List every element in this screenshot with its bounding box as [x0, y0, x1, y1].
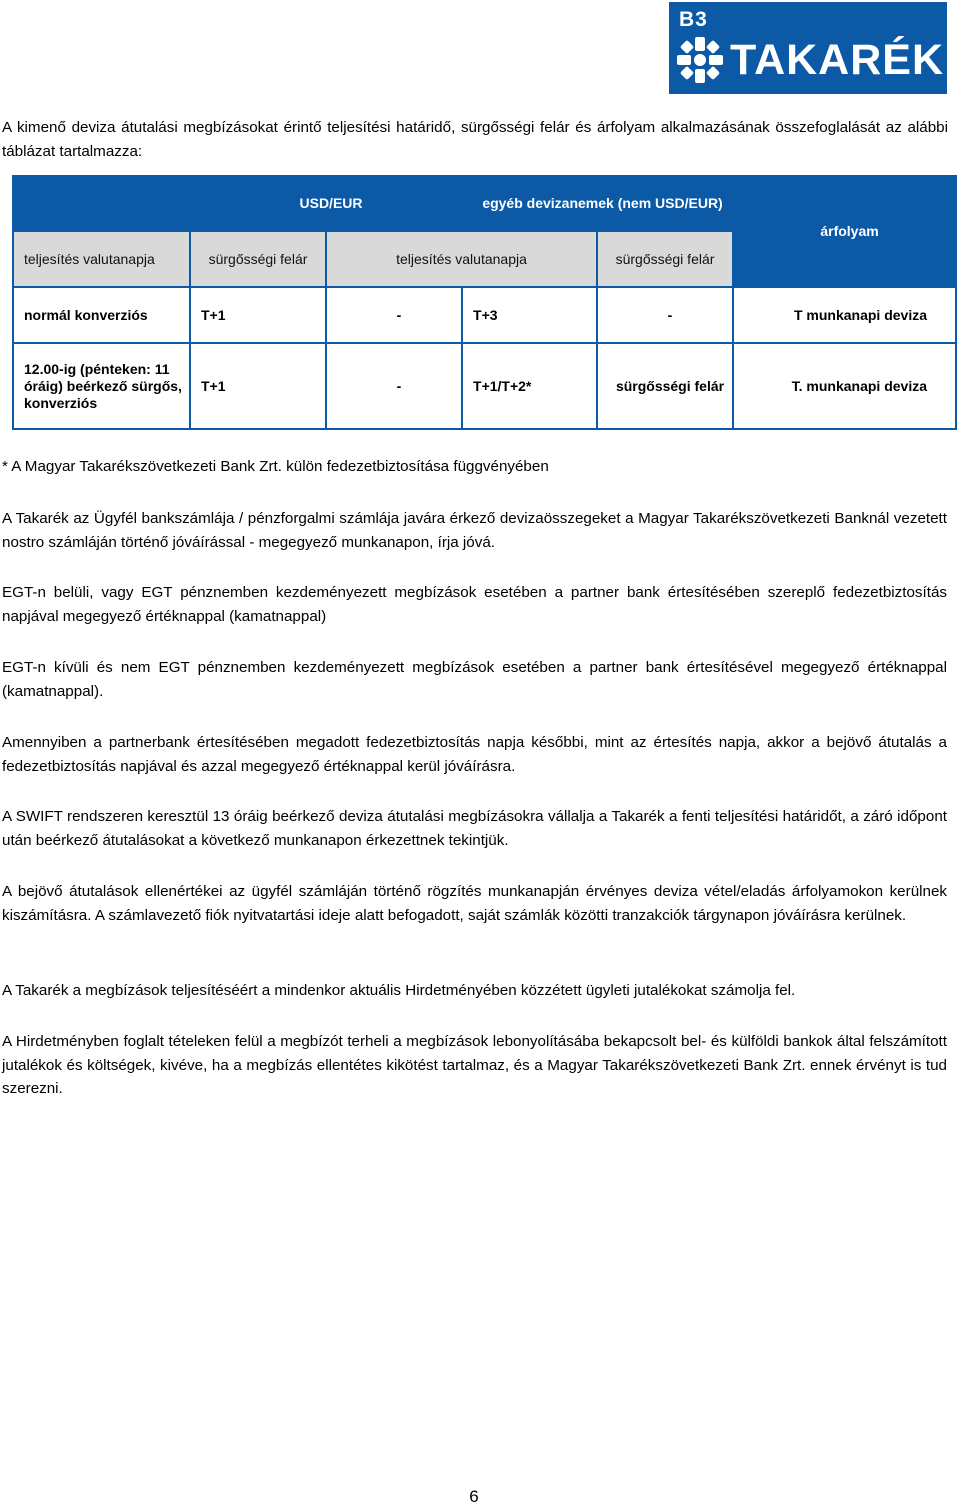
- header-exchange-rate: árfolyam: [733, 176, 956, 287]
- paragraph: A Hirdetményben foglalt tételeken felül a megbízót terheli a megbízások lebonyolításába bekapcsolt bel- és külföldi bankok által felszámított jutalékok és költségek, kivéve, ha a megbízás ellentétes kikötést tartalmaz, és a Magyar Takarékszövetkezeti Bank Zrt. ennek érvényt is tud szerezni.: [2, 1033, 947, 1097]
- row-cell: T. munkanapi deviza: [733, 343, 956, 429]
- row-cell: T+1: [190, 343, 326, 429]
- table-row: [13, 343, 956, 429]
- header-blank-cell: [13, 176, 190, 231]
- paragraph: EGT-n kívüli és nem EGT pénznemben kezdeményezett megbízások esetében a partner bank értesítésével megegyező értéknappal (kamatnappal).: [2, 659, 947, 700]
- subheader-value-date: teljesítés valutanapja: [13, 231, 190, 287]
- table-row: [13, 287, 956, 343]
- paragraph: EGT-n belüli, vagy EGT pénznemben kezdeményezett megbízások esetében a partner bank értesítésében szereplő fedezetbiztosítás napjával megegyező értéknappal (kamatnappal): [2, 584, 947, 625]
- row-cell: -: [326, 343, 462, 429]
- table-footnote: * A Magyar Takarékszövetkezeti Bank Zrt. külön fedezetbiztosítása függvényében: [2, 458, 549, 475]
- subheader-urgency-fee: sürgősségi felár: [190, 231, 326, 287]
- row-label: normál konverziós: [13, 287, 190, 343]
- row-cell: -: [326, 287, 462, 343]
- subheader-value-date-2: teljesítés valutanapja: [326, 231, 597, 287]
- paragraph: A Takarék a megbízások teljesítéséért a mindenkor aktuális Hirdetményében közzétett ügyleti jutalékokat számolja fel.: [2, 982, 796, 999]
- logo-b3-text: B3: [679, 8, 708, 31]
- row-cell: sürgősségi felár: [597, 343, 733, 429]
- header-usd-eur: USD/EUR: [190, 176, 462, 231]
- row-cell: T munkanapi deviza: [733, 287, 956, 343]
- row-cell: T+1: [190, 287, 326, 343]
- row-cell: T+1/T+2*: [462, 343, 597, 429]
- intro-text: A kimenő deviza átutalási megbízásokat érintő teljesítési határidő, sürgősségi felár és árfolyam alkalmazásának összefoglalását az alábbi táblázat tartalmazza:: [2, 119, 948, 160]
- row-cell: -: [597, 287, 733, 343]
- paragraph: A Takarék az Ügyfél bankszámlája / pénzforgalmi számlája javára érkező devizaösszegeket a Magyar Takarékszövetkezeti Banknál vezetett nostro számláján történő jóváírással - megegyező munkanapon, írja jóvá.: [2, 510, 947, 551]
- paragraph: A SWIFT rendszeren keresztül 13 óráig beérkező deviza átutalási megbízásokra vállalja a Takarék a fenti teljesítési határidőt, a záró időpont után beérkező átutalásokat a következő munkanapon érkezettnek tekintjük.: [2, 808, 947, 849]
- brand-logo: [669, 2, 947, 94]
- header-other-currencies: egyéb devizanemek (nem USD/EUR): [462, 176, 733, 231]
- row-label: 12.00-ig (pénteken: 11 óráig) beérkező sürgős, konverziós: [13, 343, 190, 429]
- paragraph: Amennyiben a partnerbank értesítésében megadott fedezetbiztosítás napja későbbi, mint az értesítés napja, akkor a bejövő átutalás a fedezetbiztosítás napjával és azzal megegyező értéknappal kerül jóváírásra.: [2, 734, 947, 775]
- paragraph: A bejövő átutalások ellenértékei az ügyfél számláján történő rögzítés munkanapján érvényes deviza vétel/eladás árfolyamokon kerülnek kiszámításra. A számlavezető fiók nyitvatartási ideje alatt befogadott, saját számlák közötti tranzakciók tárgynapon jóváírásra kerülnek.: [2, 883, 947, 924]
- row-cell: T+3: [462, 287, 597, 343]
- subheader-urgency-fee-2: sürgősségi felár: [597, 231, 733, 287]
- takarek-flower-icon: [675, 35, 725, 85]
- page-number: 6: [469, 1487, 479, 1506]
- schedule-table: [12, 175, 957, 430]
- logo-wordmark: TAKARÉK: [730, 35, 945, 84]
